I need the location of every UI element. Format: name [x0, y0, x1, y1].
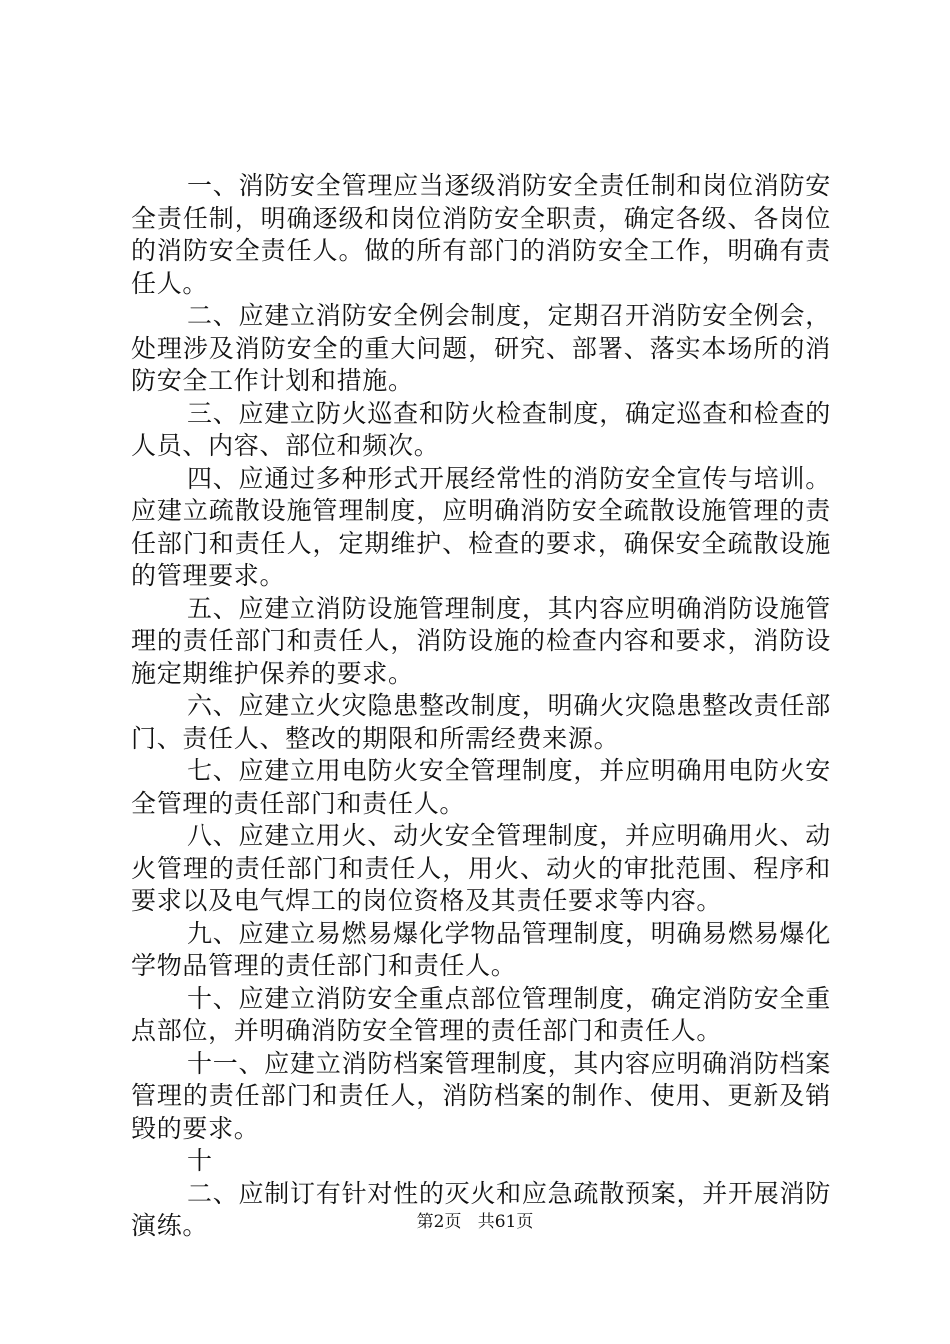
paragraph-7: 七、应建立用电防火安全管理制度，并应明确用电防火安全管理的责任部门和责任人。 — [131, 756, 831, 818]
paragraph-8: 八、应建立用火、动火安全管理制度，并应明确用火、动火管理的责任部门和责任人，用火、动火的审批范围、程序和要求以及电气焊工的岗位资格及其责任要求等内容。 — [131, 821, 831, 915]
page-number: 第2页 — [416, 1212, 462, 1232]
paragraph-1: 一、消防安全管理应当逐级消防安全责任制和岗位消防安全责任制，明确逐级和岗位消防安全职责，确定各级、各岗位的消防安全责任人。做的所有部门的消防安全工作，明确有责任人。 — [131, 171, 831, 298]
paragraph-9: 九、应建立易燃易爆化学物品管理制度，明确易燃易爆化学物品管理的责任部门和责任人。 — [131, 918, 831, 980]
page-total: 共61页 — [477, 1212, 534, 1232]
paragraph-2: 二、应建立消防安全例会制度，定期召开消防安全例会，处理涉及消防安全的重大问题，研究、部署、落实本场所的消防安全工作计划和措施。 — [131, 301, 831, 395]
paragraph-5: 五、应建立消防设施管理制度，其内容应明确消防设施管理的责任部门和责任人，消防设施的检查内容和要求，消防设施定期维护保养的要求。 — [131, 593, 831, 688]
paragraph-4: 四、应通过多种形式开展经常性的消防安全宣传与培训。应建立疏散设施管理制度，应明确消防安全疏散设施管理的责任部门和责任人，定期维护、检查的要求，确保安全疏散设施的管理要求。 — [131, 463, 831, 590]
paragraph-3: 三、应建立防火巡查和防火检查制度，确定巡查和检查的人员、内容、部位和频次。 — [131, 398, 831, 460]
paragraph-13: 二、应制订有针对性的灭火和应急疏散预案，并开展消防演练。 — [131, 1178, 831, 1240]
document-body — [131, 170, 831, 1243]
paragraph-6: 六、应建立火灾隐患整改制度，明确火灾隐患整改责任部门、责任人、整改的期限和所需经费来源。 — [131, 691, 831, 753]
paragraph-12: 十 — [187, 1146, 213, 1175]
paragraph-11: 十一、应建立消防档案管理制度，其内容应明确消防档案管理的责任部门和责任人，消防档案的制作、使用、更新及销毁的要求。 — [131, 1048, 831, 1143]
page-footer — [0, 1212, 950, 1232]
paragraph-10: 十、应建立消防安全重点部位管理制度，确定消防安全重点部位，并明确消防安全管理的责任部门和责任人。 — [131, 983, 831, 1045]
